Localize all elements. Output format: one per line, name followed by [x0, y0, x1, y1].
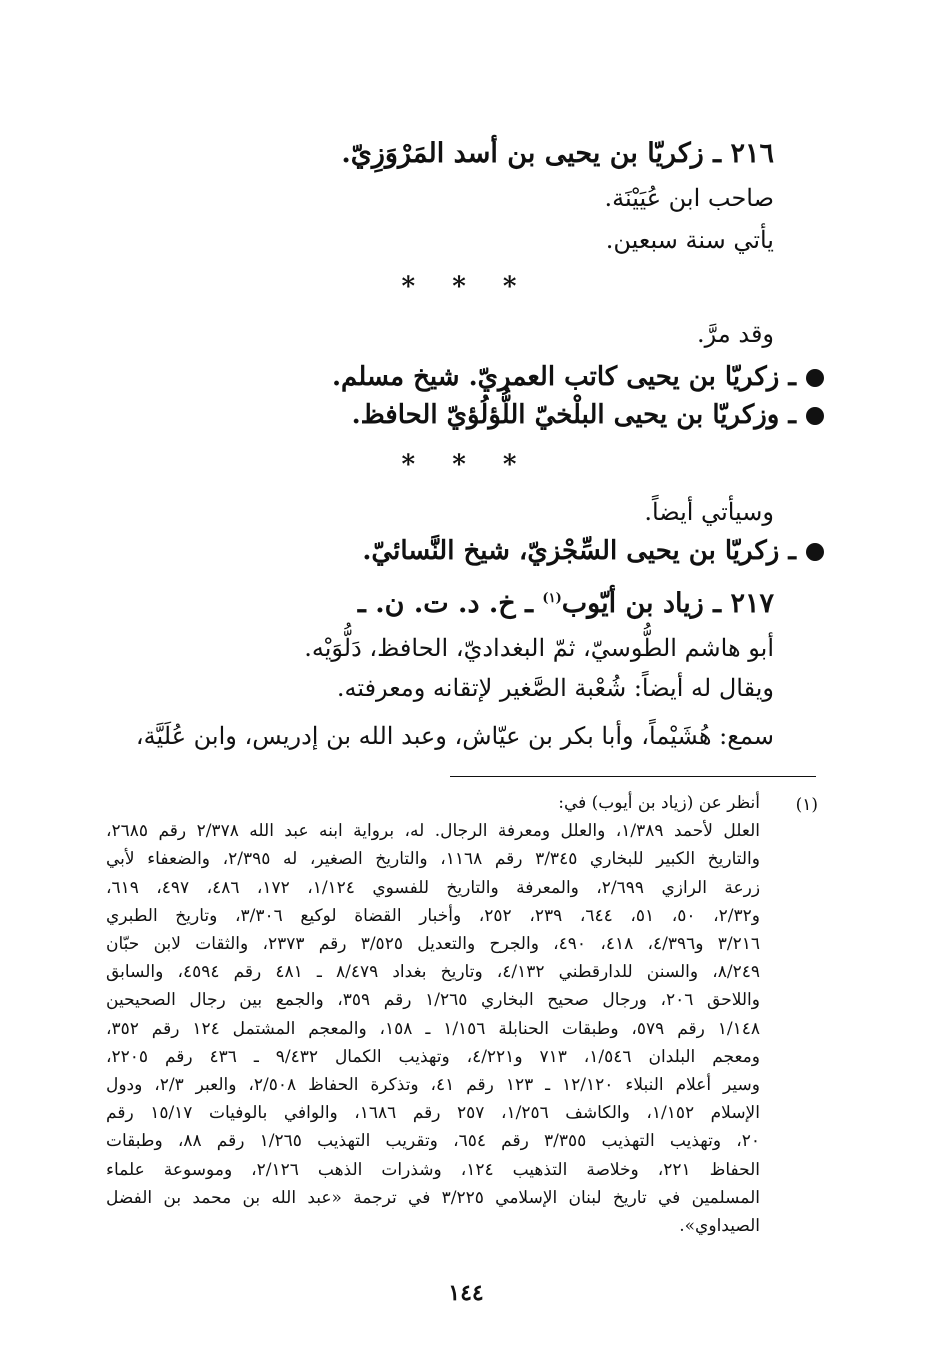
bullet-icon — [806, 407, 824, 425]
footnote-line: العلل لأحمد ١/٣٨٩، والعلل ومعرفة الرجال. له، برواية ابنه عبد الله ٢/٣٧٨ رقم ٢٦٨٥، — [106, 821, 760, 842]
bullet-icon — [806, 543, 824, 561]
footnote-line: واللاحق ٢٠٦، ورجال صحيح البخاري ١/٢٦٥ رقم ٣٥٩، والجمع بين رجال الصحيحين — [106, 990, 760, 1011]
footnote-line: و٢/٣٢، ٥٠، ٥١، ٦٤٤، ٢٣٩، ٢٥٢، وأخبار القضاة لوكيع ٣/٣٠٦، وتاريخ الطبري — [106, 905, 761, 926]
mentioned-reference-1-text: ـ زكريّا بن يحيى كاتب العمريّ. شيخ مسلم. — [331, 362, 796, 392]
mentioned-reference-2 — [352, 402, 824, 428]
entry-217-line-1: أبو هاشم الطُّوسيّ، ثمّ البغداديّ، الحافظ، دَلُّوَيْه. — [304, 634, 774, 662]
upcoming-reference-1-text: ـ زكريّا بن يحيى السِّجْزيّ، شيخ النَّسائيّ. — [362, 536, 796, 566]
bullet-icon — [806, 369, 824, 387]
entry-217-heading-tail: ـ خ. د. ت. ن. ـ — [357, 588, 543, 619]
entry-217-heading-main: ٢١٧ ـ زياد بن أيّوب — [561, 588, 774, 619]
upcoming-reference-1 — [362, 538, 824, 564]
footnote-line: زرعة الرازي ٢/٦٩٩، والمعرفة والتاريخ للفسوي ١/١٢٤، ١٧٢، ٤٨٦، ٤٩٧، ٦١٩، — [106, 877, 761, 898]
footnote-line: ومعجم البلدان ١/٥٤٦، ٧١٣ و٤/٢٢١، وتهذيب الكمال ٩/٤٣٢ ـ ٤٣٦ رقم ٢٢٠٥، — [106, 1046, 760, 1067]
mentioned-intro: وقد مرَّ. — [696, 320, 774, 348]
footnote-line: الإسلام ١/١٥٢، والكاشف ١/٢٥٦، ٢٥٧ رقم ١٦٨٦، والوافي بالوفيات ١٥/١٧ رقم — [106, 1103, 760, 1124]
footnote-line: ٨/٢٤٩، والسنن للدارقطني ٤/١٣٢، وتاريخ بغداد ٨/٤٧٩ ـ ٤٨١ رقم ٤٥٩٤، والسابق — [106, 962, 760, 983]
footnote-line: ٢٠، وتهذيب التهذيب ٣/٣٥٥ رقم ٦٥٤، وتقريب التهذيب ١/٢٦٥ رقم ٨٨، وطبقات — [106, 1131, 760, 1152]
entry-216-heading: ٢١٦ ـ زكريّا بن يحيى بن أسد المَرْوَزِيّ. — [341, 138, 774, 169]
footnote-line: الحفاظ ٢٢١، وخلاصة التذهيب ١٢٤، وشذرات الذهب ٢/١٢٦، وموسوعة علماء — [106, 1159, 761, 1180]
page-number: ١٤٤ — [448, 1280, 484, 1306]
footnote-marker: (١) — [795, 795, 818, 815]
entry-217-line-2: ويقال له أيضاً: شُعْبة الصَّغير لإتقانه ومعرفته. — [336, 674, 774, 702]
footnote-line: أنظر عن (زياد بن أيوب) في: — [558, 793, 760, 813]
entry-216-line-2: يأتي سنة سبعين. — [605, 226, 774, 254]
footnote-line: وسير أعلام النبلاء ١٢/١٢٠ ـ ١٢٣ رقم ٤١، وتذكرة الحفاظ ٢/٥٠٨، والعبر ٢/٣، ودول — [106, 1075, 760, 1095]
footnote-line: ٣/٢١٦ و٤/٣٩٦، ٤١٨، ٤٩٠، والجرح والتعديل ٣/٥٢٥ رقم ٢٣٧٣، والثقات لابن حبّان — [106, 934, 760, 954]
footnote-line: ١/١٤٨ رقم ٥٧٩، وطبقات الحنابلة ١/١٥٦ ـ ١٥٨، والمعجم المشتمل ١٢٤ رقم ٣٥٢، — [106, 1018, 760, 1039]
footnote-line: المسلمين في تاريخ لبنان الإسلامي ٣/٢٢٥ في ترجمة «عبد الله بن محمد بن الفضل — [106, 1187, 760, 1208]
footnote-line: الصيداوي». — [679, 1216, 760, 1236]
upcoming-intro: وسيأتي أيضاً. — [644, 498, 774, 526]
footnote-reference[interactable]: (١) — [542, 591, 562, 606]
mentioned-reference-1 — [332, 364, 824, 390]
footnote-line: والتاريخ الكبير للبخاري ٣/٣٤٥ رقم ١١٦٨، والتاريخ الصغير، له ٢/٣٩٥، والضعفاء لأبي — [106, 849, 760, 870]
entry-217-heading — [358, 590, 774, 617]
section-separator-2: * * * — [401, 450, 531, 480]
entry-217-line-3: سمع: هُشَيْماً، وأبا بكر بن عيّاش، وعبد الله بن إدريس، وابن عُلَيَّة، — [135, 722, 774, 750]
section-separator-1: * * * — [401, 272, 531, 302]
footnote-divider — [450, 776, 816, 777]
entry-216-line-1: صاحب ابن عُيَيْنَة. — [604, 184, 774, 212]
mentioned-reference-2-text: ـ وزكريّا بن يحيى البلْخيّ اللُّؤلُؤيّ الحافظ. — [351, 400, 796, 430]
